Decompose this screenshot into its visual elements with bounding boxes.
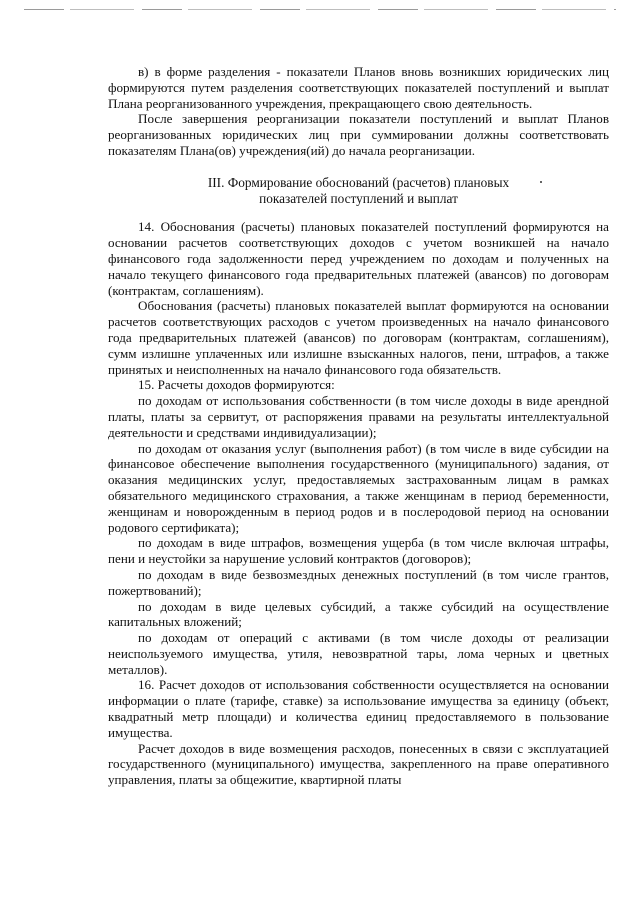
paragraph: Обоснования (расчеты) плановых показателей выплат формируются на основании расчетов соответствующих расходов с учетом произведенных на начало финансового года предварительных платежей (авансов) по договорам (контрактам, соглашениям), сумм излишне уплаченных или излишне взысканных налогов, пени, штрафов, а также принятых и неисполненных на начало финансового года обязательств. bbox=[108, 298, 609, 377]
paragraph: 14. Обоснования (расчеты) плановых показателей поступлений формируются на основании расчетов соответствующих доходов с учетом возникшей на начало финансового года задолженности перед учреждением по доходам и полученных на начало текущего финансового года предварительных платежей (авансов) по договорам (контрактам, соглашениям). bbox=[108, 219, 609, 298]
paragraph: в) в форме разделения - показатели Планов вновь возникших юридических лиц формируются путем разделения соответствующих показателей поступлений и выплат Плана реорганизованного учреждения, прекращающего свою деятельность. bbox=[108, 64, 609, 111]
paragraph: по доходам от оказания услуг (выполнения работ) (в том числе в виде субсидии на финансовое обеспечение выполнения государственного (муниципального) задания, от оказания медицинских услуг, предоставляемых застрахованным лицам в рамках обязательного медицинского страхования, а также женщинам в период беременности, женщинам и новорожденным в период родов и в послеродовой период на основании родового сертификата); bbox=[108, 440, 609, 535]
paragraph: После завершения реорганизации показатели поступлений и выплат Планов реорганизованных юридических лиц при суммировании должны соответствовать показателям Плана(ов) учреждения(ий) до начала реорганизации. bbox=[108, 111, 609, 158]
paragraph: по доходам в виде штрафов, возмещения ущерба (в том числе включая штрафы, пени и неустойки за нарушение условий контрактов (договоров); bbox=[108, 535, 609, 567]
paragraph: 16. Расчет доходов от использования собственности осуществляется на основании информации о плате (тарифе, ставке) за использование имущества за единицу (объект, квадратный метр площади) и количества единиц предоставляемого в пользование имущества. bbox=[108, 677, 609, 740]
paragraph: Расчет доходов в виде возмещения расходов, понесенных в связи с эксплуатацией государственного (муниципального) имущества, закрепленного на праве оперативного управления, платы за общежитие, квартирной платы bbox=[108, 740, 609, 788]
paragraph: 15. Расчеты доходов формируются: bbox=[138, 377, 335, 393]
section-heading-line: III. Формирование обоснований (расчетов) плановых bbox=[207, 174, 510, 190]
section-heading bbox=[108, 175, 609, 207]
document-body bbox=[108, 64, 609, 788]
scan-edge-line bbox=[24, 9, 616, 10]
paragraph: по доходам в виде безвозмездных денежных поступлений (в том числе грантов, пожертвований); bbox=[108, 566, 609, 598]
paragraph: по доходам от использования собственности (в том числе доходы в виде арендной платы, платы за сервитут, от распоряжения правами на результаты интеллектуальной деятельности и средствами индивидуализации); bbox=[108, 393, 609, 440]
section-heading-line: показателей поступлений и выплат bbox=[259, 190, 458, 206]
paragraph: по доходам от операций с активами (в том числе доходы от реализации неиспользуемого имущества, утиля, невозвратной тары, лома черных и цветных металлов). bbox=[108, 630, 609, 677]
paragraph: по доходам в виде целевых субсидий, а также субсидий на осуществление капитальных вложений; bbox=[108, 598, 609, 630]
